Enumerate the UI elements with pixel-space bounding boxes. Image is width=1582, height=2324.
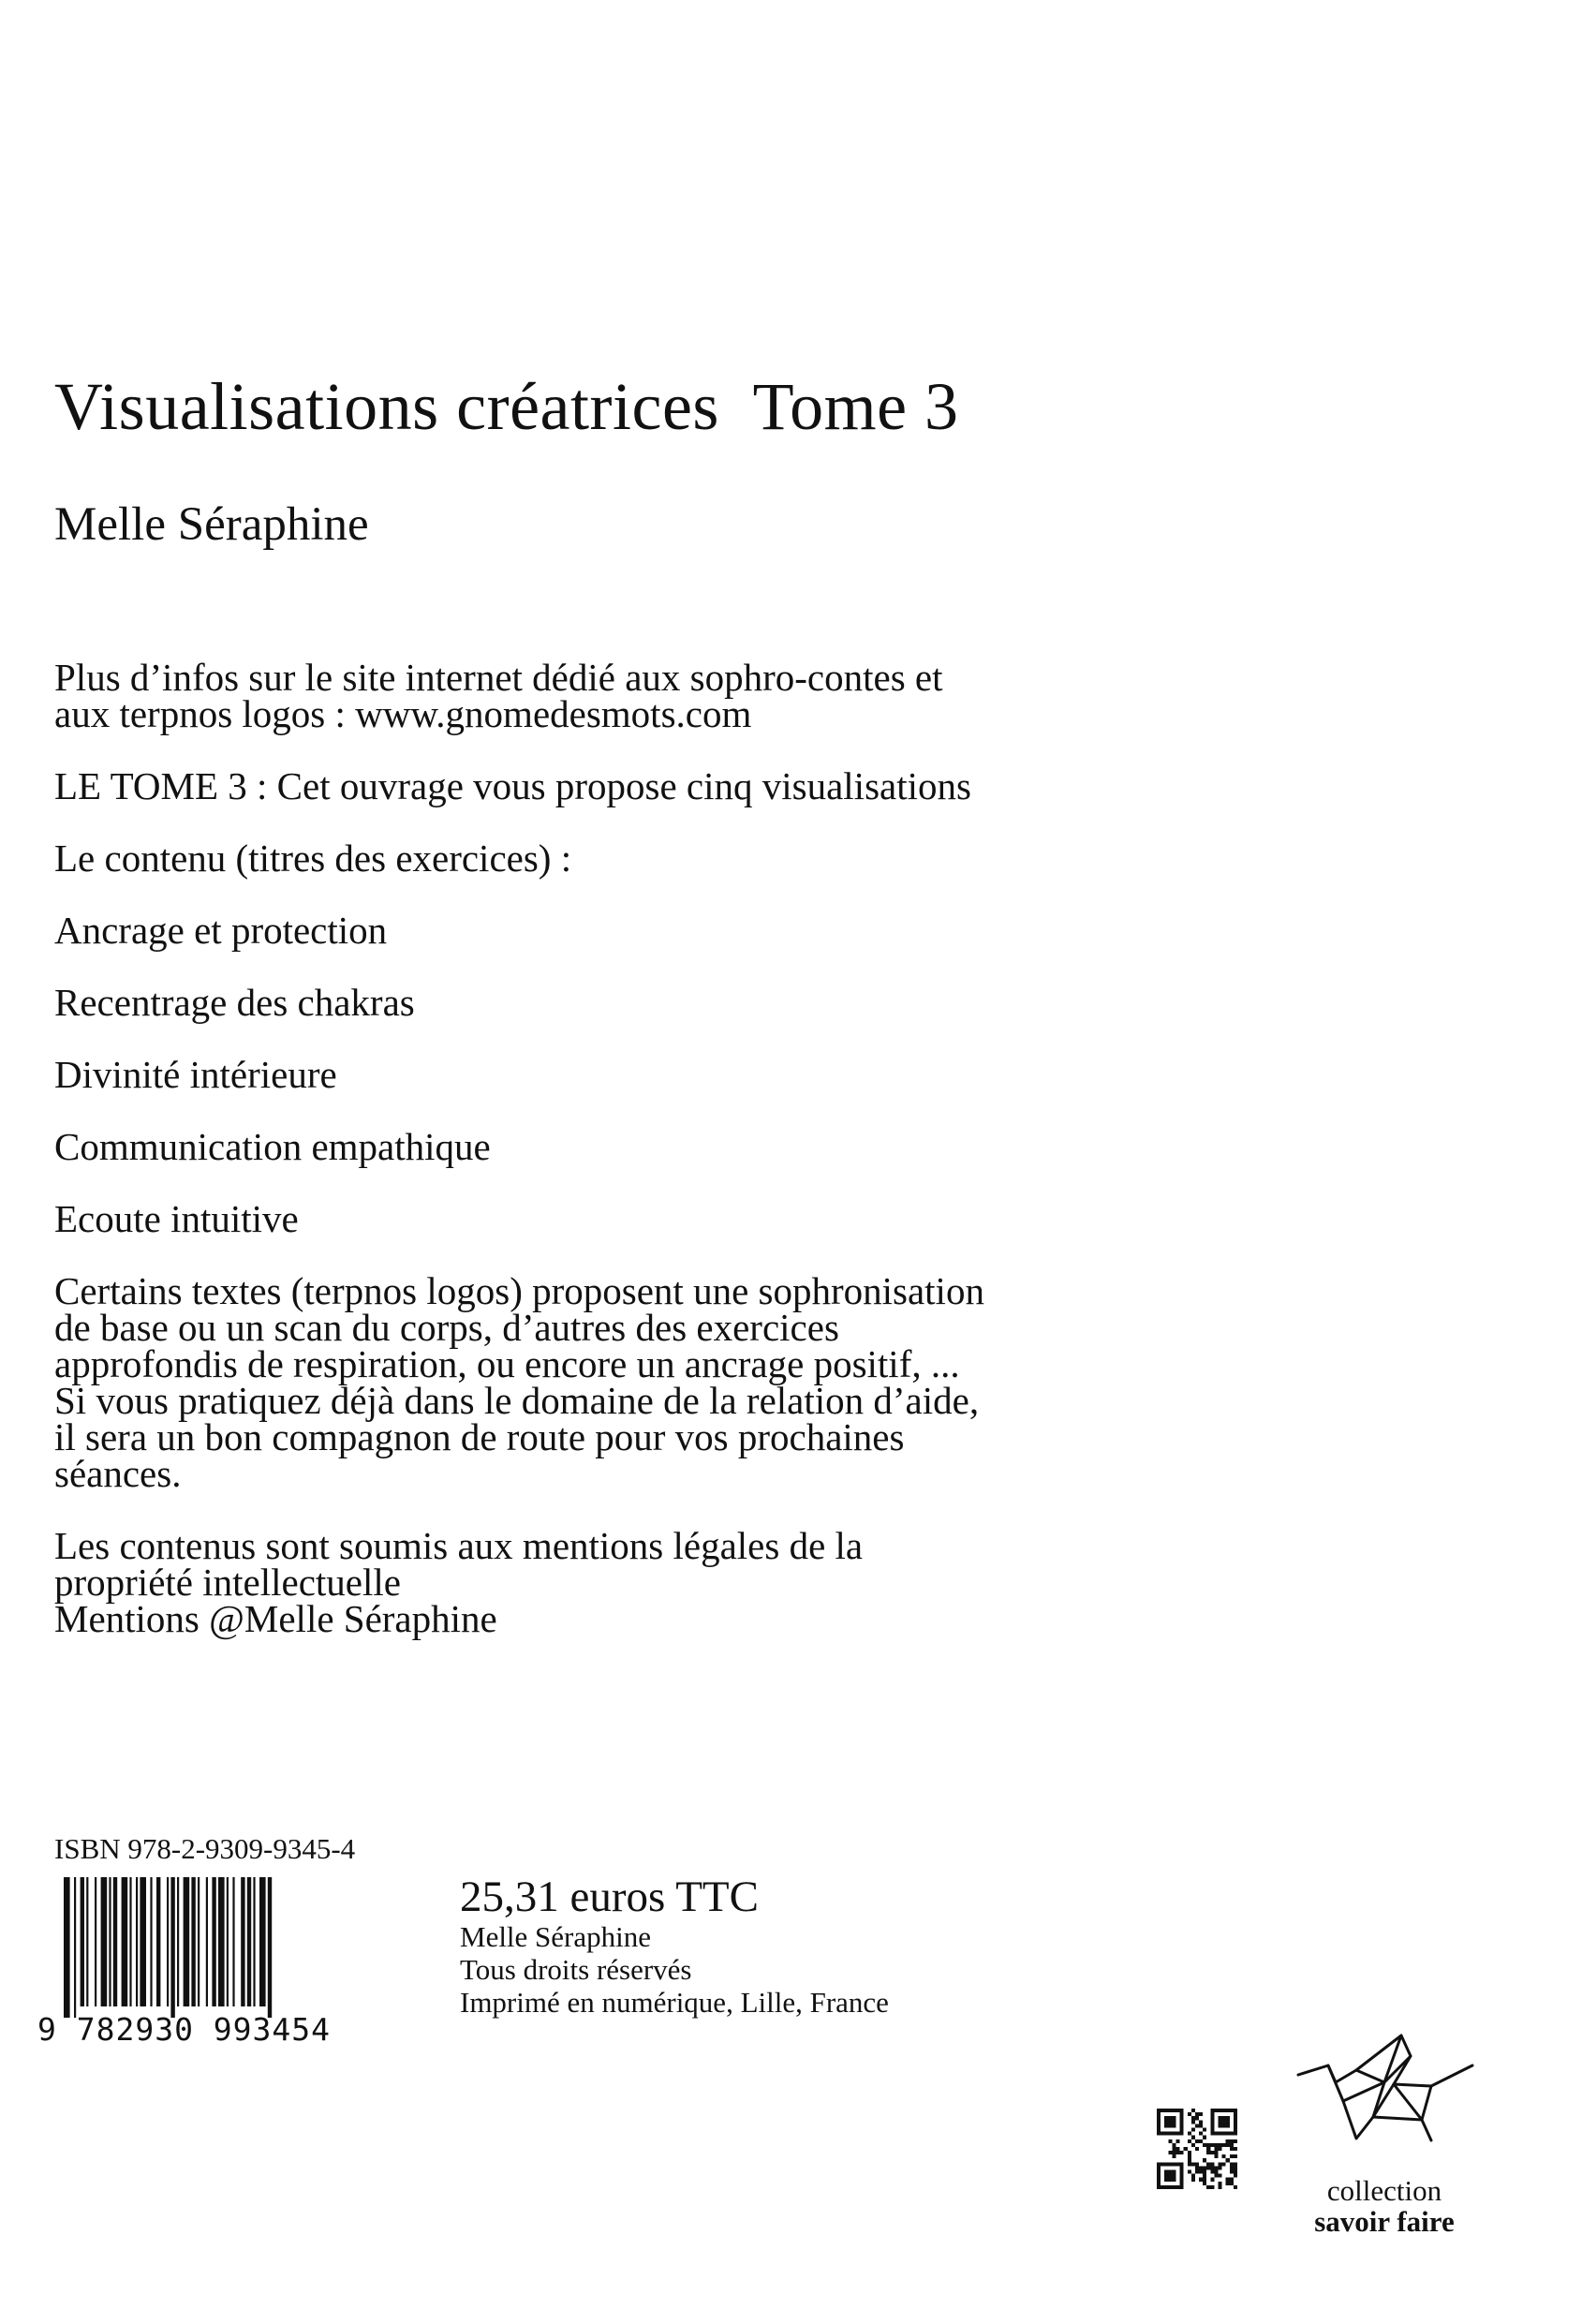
barcode-bar [74, 1877, 76, 2018]
qr-module [1234, 2120, 1237, 2124]
qr-module [1219, 2166, 1222, 2169]
barcode-bar [95, 1877, 96, 2006]
qr-module [1172, 2185, 1175, 2189]
qr-module [1191, 2109, 1195, 2112]
qr-module [1157, 2127, 1161, 2131]
summary-paragraph [54, 1269, 1366, 1495]
qr-module [1214, 2174, 1218, 2178]
qr-module [1180, 2178, 1184, 2182]
info-line: Plus d’infos sur le site internet dédié aux sophro-contes et [54, 656, 943, 699]
qr-module [1172, 2120, 1175, 2124]
barcode-bar [227, 1877, 229, 2006]
qr-module [1219, 2185, 1222, 2189]
qr-module [1180, 2109, 1184, 2112]
exercise-item: Ancrage et protection [54, 909, 388, 952]
qr-module [1164, 2132, 1168, 2136]
qr-module [1191, 2127, 1195, 2131]
qr-module [1172, 2162, 1175, 2166]
qr-module [1157, 2112, 1161, 2116]
qr-module [1195, 2112, 1199, 2116]
qr-module [1226, 2182, 1230, 2185]
qr-module [1219, 2116, 1222, 2120]
back-cover-description [54, 656, 1366, 1673]
qr-module [1226, 2116, 1230, 2120]
contents-heading: Le contenu (titres des exercices) : [54, 836, 572, 880]
qr-module [1203, 2136, 1206, 2139]
qr-module [1199, 2166, 1203, 2169]
qr-module [1180, 2170, 1184, 2174]
qr-module [1230, 2109, 1234, 2112]
qr-module [1164, 2174, 1168, 2178]
barcode-digits: 9 782930 993454 [37, 2011, 332, 2046]
origami-crane-icon [1291, 2028, 1478, 2169]
qr-module [1180, 2182, 1184, 2185]
qr-module [1157, 2120, 1161, 2124]
qr-module [1230, 2166, 1234, 2169]
qr-module [1219, 2124, 1222, 2127]
qr-module [1164, 2170, 1168, 2174]
qr-module [1195, 2147, 1199, 2151]
qr-module [1188, 2112, 1191, 2116]
qr-module [1206, 2162, 1210, 2166]
qr-module [1210, 2127, 1214, 2131]
qr-module [1226, 2124, 1230, 2127]
barcode-bar [253, 1877, 255, 2006]
qr-module [1180, 2166, 1184, 2169]
qr-module [1214, 2170, 1218, 2174]
qr-module [1210, 2178, 1214, 2182]
qr-module [1172, 2143, 1175, 2147]
qr-module [1191, 2178, 1195, 2182]
qr-module [1226, 2158, 1230, 2162]
barcode-bar [64, 1877, 70, 2018]
barcode-bar [247, 1877, 251, 2006]
barcode-bar [167, 1877, 169, 2006]
qr-module [1234, 2170, 1237, 2174]
qr-module [1168, 2178, 1172, 2182]
qr-module [1230, 2139, 1234, 2143]
qr-module [1234, 2154, 1237, 2158]
qr-module [1164, 2162, 1168, 2166]
qr-module [1214, 2143, 1218, 2147]
qr-module [1175, 2109, 1179, 2112]
barcode-bar [268, 1877, 272, 2018]
collection-word: collection [1326, 2174, 1442, 2207]
qr-module [1161, 2162, 1164, 2166]
exercise-item: Divinité intérieure [54, 1053, 337, 1096]
qr-module [1172, 2151, 1175, 2154]
qr-module [1214, 2132, 1218, 2136]
qr-module [1199, 2120, 1203, 2124]
qr-module [1168, 2124, 1172, 2127]
qr-module [1180, 2185, 1184, 2189]
book-author: Melle Séraphine [54, 498, 369, 551]
qr-module [1206, 2151, 1210, 2154]
qr-code-icon [1157, 2109, 1237, 2189]
qr-module [1222, 2162, 1226, 2166]
qr-module [1195, 2162, 1199, 2166]
qr-module [1210, 2143, 1214, 2147]
qr-module [1206, 2143, 1210, 2147]
qr-module [1164, 2116, 1168, 2120]
qr-module [1222, 2124, 1226, 2127]
qr-module [1230, 2170, 1234, 2174]
qr-module [1234, 2127, 1237, 2131]
qr-module [1175, 2147, 1179, 2151]
qr-module [1157, 2162, 1161, 2166]
qr-module [1168, 2116, 1172, 2120]
qr-module [1180, 2162, 1184, 2166]
qr-module [1168, 2170, 1172, 2174]
barcode-bar [241, 1877, 244, 2006]
summary-line: il sera un bon compagnon de route pour vos prochaines [54, 1415, 905, 1458]
collection-label [1291, 2175, 1478, 2237]
qr-module [1210, 2170, 1214, 2174]
barcode-bar [198, 1877, 200, 2006]
exercise-item: Ecoute intuitive [54, 1197, 299, 1240]
summary-line: de base ou un scan du corps, d’autres des exercices [54, 1306, 839, 1349]
barcode-bar [81, 1877, 84, 2006]
qr-module [1180, 2132, 1184, 2136]
qr-module [1214, 2147, 1218, 2151]
imprint-line: Melle Séraphine [460, 1920, 652, 1953]
qr-module [1188, 2170, 1191, 2174]
qr-module [1210, 2109, 1214, 2112]
qr-module [1203, 2170, 1206, 2174]
qr-module [1195, 2166, 1199, 2169]
qr-module [1172, 2124, 1175, 2127]
qr-module [1164, 2124, 1168, 2127]
barcode-bar [170, 1877, 174, 2018]
qr-module [1210, 2124, 1214, 2127]
tome-line: LE TOME 3 : Cet ouvrage vous propose cinq visualisations [54, 764, 971, 807]
qr-module [1219, 2109, 1222, 2112]
qr-module [1164, 2109, 1168, 2112]
qr-module [1226, 2143, 1230, 2147]
barcode-bar [156, 1877, 160, 2006]
qr-module [1191, 2174, 1195, 2178]
qr-module [1222, 2120, 1226, 2124]
legal-line: Mentions @Melle Séraphine [54, 1597, 497, 1640]
qr-module [1230, 2132, 1234, 2136]
qr-module [1199, 2139, 1203, 2143]
qr-module [1203, 2174, 1206, 2178]
qr-module [1168, 2185, 1172, 2189]
qr-module [1230, 2147, 1234, 2151]
qr-module [1210, 2185, 1214, 2189]
qr-module [1164, 2120, 1168, 2124]
qr-module [1180, 2124, 1184, 2127]
qr-module [1172, 2109, 1175, 2112]
qr-module [1168, 2120, 1172, 2124]
qr-module [1157, 2132, 1161, 2136]
qr-module [1157, 2124, 1161, 2127]
qr-module [1157, 2174, 1161, 2178]
qr-module [1199, 2132, 1203, 2136]
qr-module [1219, 2162, 1222, 2166]
imprint [460, 1920, 889, 2019]
qr-module [1168, 2151, 1172, 2154]
qr-module [1180, 2116, 1184, 2120]
qr-module [1157, 2116, 1161, 2120]
qr-module [1230, 2143, 1234, 2147]
qr-module [1161, 2109, 1164, 2112]
barcode-bar [218, 1877, 225, 2006]
qr-module [1157, 2178, 1161, 2182]
qr-module [1234, 2162, 1237, 2166]
qr-module [1219, 2174, 1222, 2178]
qr-module [1172, 2132, 1175, 2136]
barcode-bar [191, 1877, 195, 2006]
qr-module [1214, 2109, 1218, 2112]
qr-module [1226, 2120, 1230, 2124]
qr-module [1172, 2116, 1175, 2120]
qr-module [1234, 2185, 1237, 2189]
qr-module [1199, 2112, 1203, 2116]
barcode-bar [101, 1877, 108, 2006]
qr-module [1214, 2151, 1218, 2154]
qr-module [1222, 2109, 1226, 2112]
qr-module [1191, 2116, 1195, 2120]
collection-name: savoir faire [1314, 2205, 1455, 2238]
imprint-line: Tous droits réservés [460, 1953, 692, 1986]
qr-module [1157, 2182, 1161, 2185]
qr-module [1219, 2120, 1222, 2124]
barcode-bar [113, 1877, 117, 2006]
qr-module [1180, 2151, 1184, 2154]
barcode-bar [232, 1877, 234, 2006]
barcode-bar [109, 1877, 111, 2006]
qr-module [1210, 2132, 1214, 2136]
qr-module [1222, 2116, 1226, 2120]
qr-module [1210, 2166, 1214, 2169]
legal-line: propriété intellectuelle [54, 1561, 401, 1604]
qr-module [1226, 2178, 1230, 2182]
barcode-bar [129, 1877, 131, 2006]
qr-module [1203, 2158, 1206, 2162]
qr-module [1168, 2109, 1172, 2112]
qr-module [1222, 2154, 1226, 2158]
qr-module [1191, 2136, 1195, 2139]
qr-module [1188, 2151, 1191, 2154]
qr-module [1180, 2112, 1184, 2116]
qr-module [1195, 2116, 1199, 2120]
qr-module [1172, 2154, 1175, 2158]
book-title: Visualisations créatrices Tome 3 [54, 369, 959, 444]
qr-module [1168, 2139, 1172, 2143]
qr-module [1226, 2139, 1230, 2143]
barcode-bar [122, 1877, 128, 2006]
qr-module [1180, 2127, 1184, 2131]
qr-module [1234, 2109, 1237, 2112]
barcode-bar [184, 1877, 190, 2006]
qr-module [1161, 2132, 1164, 2136]
qr-module [1168, 2162, 1172, 2166]
qr-module [1214, 2154, 1218, 2158]
qr-module [1175, 2151, 1179, 2154]
qr-module [1184, 2147, 1188, 2151]
qr-module [1168, 2174, 1172, 2178]
qr-module [1157, 2166, 1161, 2169]
qr-module [1214, 2166, 1218, 2169]
qr-module [1164, 2185, 1168, 2189]
qr-module [1203, 2182, 1206, 2185]
summary-line: Certains textes (terpnos logos) proposent une sophronisation [54, 1269, 984, 1312]
qr-module [1188, 2158, 1191, 2162]
qr-module [1199, 2170, 1203, 2174]
qr-module [1219, 2143, 1222, 2147]
qr-module [1230, 2162, 1234, 2166]
qr-module [1157, 2170, 1161, 2174]
qr-module [1234, 2166, 1237, 2169]
barcode-bar [259, 1877, 266, 2006]
qr-module [1188, 2139, 1191, 2143]
qr-module [1157, 2185, 1161, 2189]
qr-module [1199, 2124, 1203, 2127]
qr-module [1180, 2120, 1184, 2124]
qr-module [1172, 2147, 1175, 2151]
qr-module [1172, 2178, 1175, 2182]
qr-module [1195, 2170, 1199, 2174]
barcode-bar [206, 1877, 208, 2006]
qr-module [1157, 2109, 1161, 2112]
qr-module [1164, 2178, 1168, 2182]
qr-module [1226, 2109, 1230, 2112]
qr-module [1210, 2162, 1214, 2166]
qr-module [1210, 2120, 1214, 2124]
qr-module [1210, 2151, 1214, 2154]
qr-module [1206, 2147, 1210, 2151]
summary-line: séances. [54, 1452, 182, 1495]
qr-module [1234, 2124, 1237, 2127]
qr-module [1203, 2127, 1206, 2131]
qr-module [1203, 2143, 1206, 2147]
qr-module [1180, 2174, 1184, 2178]
barcode-bar [86, 1877, 88, 2006]
qr-module [1210, 2116, 1214, 2120]
qr-module [1191, 2143, 1195, 2147]
exercise-item: Recentrage des chakras [54, 981, 415, 1024]
qr-module [1206, 2185, 1210, 2189]
exercise-item: Communication empathique [54, 1125, 491, 1168]
qr-module [1234, 2147, 1237, 2151]
qr-module [1230, 2182, 1234, 2185]
qr-module [1175, 2185, 1179, 2189]
barcode-icon [37, 1877, 403, 2046]
qr-module [1234, 2116, 1237, 2120]
qr-module [1222, 2132, 1226, 2136]
qr-module [1219, 2182, 1222, 2185]
qr-module [1234, 2132, 1237, 2136]
info-paragraph [54, 656, 1366, 735]
summary-line: Si vous pratiquez déjà dans le domaine de la relation d’aide, [54, 1379, 980, 1422]
qr-module [1195, 2139, 1199, 2143]
qr-module [1219, 2132, 1222, 2136]
qr-module [1188, 2132, 1191, 2136]
legal-paragraph [54, 1524, 1366, 1640]
qr-module [1222, 2143, 1226, 2147]
qr-module [1203, 2166, 1206, 2169]
qr-module [1199, 2178, 1203, 2182]
qr-module [1175, 2132, 1179, 2136]
qr-module [1234, 2174, 1237, 2178]
summary-line: approfondis de respiration, ou encore un ancrage positif, ... [54, 1342, 960, 1385]
qr-module [1188, 2162, 1191, 2166]
barcode-bar [177, 1877, 179, 2006]
qr-module [1172, 2174, 1175, 2178]
qr-module [1188, 2154, 1191, 2158]
qr-module [1219, 2147, 1222, 2151]
barcode-bar [150, 1877, 152, 2006]
qr-module [1234, 2139, 1237, 2143]
legal-line: Les contenus sont soumis aux mentions légales de la [54, 1524, 864, 1567]
qr-module [1234, 2112, 1237, 2116]
barcode-bar [212, 1877, 215, 2006]
qr-module [1172, 2170, 1175, 2174]
qr-module [1168, 2132, 1172, 2136]
barcode-bar [136, 1877, 138, 2006]
qr-module [1191, 2162, 1195, 2166]
qr-module [1195, 2124, 1199, 2127]
qr-module [1175, 2139, 1179, 2143]
imprint-line: Imprimé en numérique, Lille, France [460, 1986, 889, 2019]
price: 25,31 euros TTC [460, 1873, 759, 1921]
qr-module [1206, 2166, 1210, 2169]
info-line: aux terpnos logos : www.gnomedesmots.com [54, 692, 752, 735]
qr-module [1203, 2178, 1206, 2182]
qr-module [1230, 2154, 1234, 2158]
isbn-label: ISBN 978-2-9309-9345-4 [54, 1832, 356, 1865]
qr-module [1175, 2162, 1179, 2166]
qr-module [1230, 2178, 1234, 2182]
qr-module [1191, 2120, 1195, 2124]
qr-module [1161, 2185, 1164, 2189]
qr-module [1210, 2112, 1214, 2116]
barcode-bar [140, 1877, 146, 2006]
qr-module [1226, 2132, 1230, 2136]
